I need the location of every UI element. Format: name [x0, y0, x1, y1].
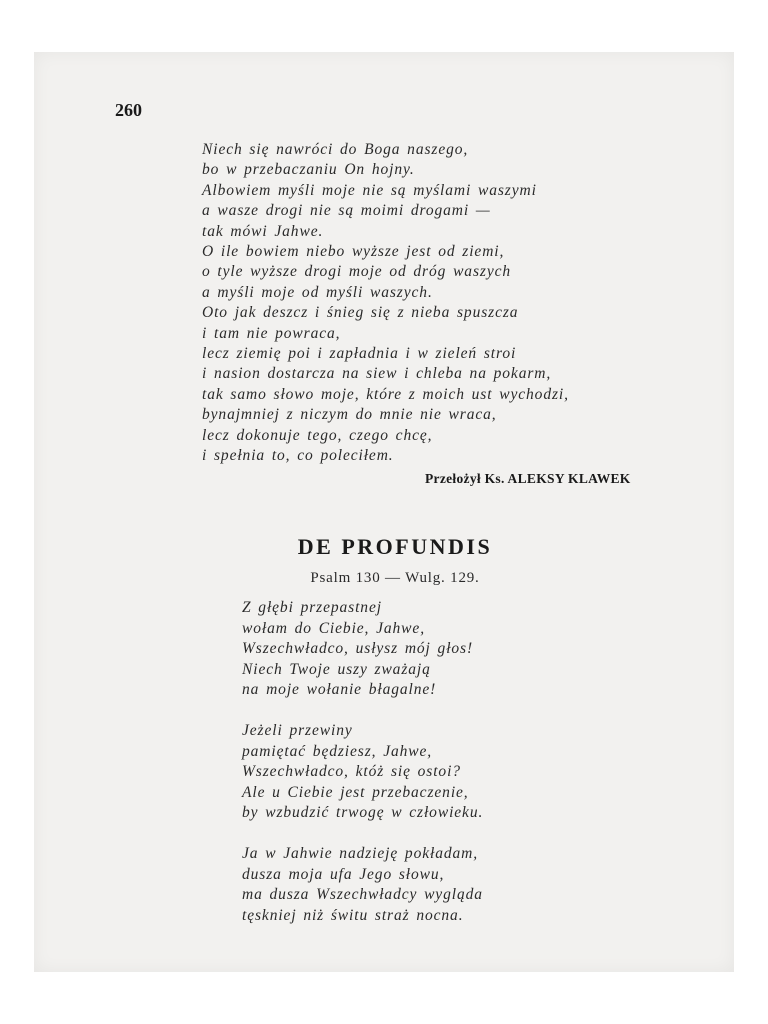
poem-line: tak mówi Jahwe.: [202, 222, 324, 240]
poem-line: Ja w Jahwie nadzieję pokładam,: [242, 844, 479, 862]
poem-line: i tam nie powraca,: [202, 324, 341, 342]
poem-line: by wzbudzić trwogę w człowieku.: [242, 804, 484, 822]
poem-line: o tyle wyższe drogi moje od dróg waszych: [202, 263, 512, 281]
poem-line: Jeżeli przewiny: [242, 721, 353, 739]
poem-line: i spełnia to, co poleciłem.: [202, 447, 394, 465]
poem-line: O ile bowiem niebo wyższe jest od ziemi,: [202, 243, 505, 261]
poem-line: lecz dokonuje tego, czego chcę,: [202, 426, 433, 444]
poem-line: bo w przebaczaniu On hojny.: [202, 161, 415, 179]
poem-line: a myśli moje od myśli waszych.: [202, 283, 433, 301]
poem-isaiah: [202, 140, 569, 467]
poem-line: Wszechwładco, któż się ostoi?: [242, 763, 461, 781]
poem-line: tęskniej niż świtu straż nocna.: [242, 906, 464, 924]
translator-credit: Przełożył Ks. ALEKSY KLAWEK: [425, 471, 631, 486]
poem-line: a wasze drogi nie są moimi drogami —: [202, 202, 491, 220]
poem-line: Niech Twoje uszy zważają: [242, 660, 431, 678]
poem-line: Z głębi przepastnej: [242, 599, 382, 616]
stanza: [242, 598, 483, 701]
poem-line: Ale u Ciebie jest przebaczenie,: [242, 783, 469, 801]
poem-line: tak samo słowo moje, które z moich ust wychodzi,: [202, 385, 569, 403]
section-subtitle: Psalm 130 — Wulg. 129.: [310, 570, 480, 586]
stanza: [242, 721, 483, 824]
poem-line: ma dusza Wszechwładcy wygląda: [242, 886, 483, 904]
poem-line: lecz ziemię poi i zapładnia i w zieleń stroi: [202, 345, 517, 363]
poem-line: bynajmniej z niczym do mnie nie wraca,: [202, 406, 497, 424]
poem-line: Oto jak deszcz i śnieg się z nieba spuszcza: [202, 304, 519, 322]
stanza: [242, 844, 483, 926]
poem-de-profundis: [242, 598, 483, 946]
poem-line: wołam do Ciebie, Jahwe,: [242, 619, 425, 637]
poem-line: i nasion dostarcza na siew i chleba na pokarm,: [202, 365, 552, 383]
page-number: 260: [115, 100, 142, 120]
poem-line: Wszechwładco, usłysz mój głos!: [242, 640, 474, 658]
poem-line: Albowiem myśli moje nie są myślami waszymi: [202, 181, 537, 199]
poem-line: dusza moja ufa Jego słowu,: [242, 865, 445, 883]
section-title: DE PROFUNDIS: [297, 534, 493, 559]
poem-line: Niech się nawróci do Boga naszego,: [202, 141, 469, 158]
poem-line: pamiętać będziesz, Jahwe,: [242, 742, 433, 760]
poem-line: na moje wołanie błagalne!: [242, 681, 437, 699]
